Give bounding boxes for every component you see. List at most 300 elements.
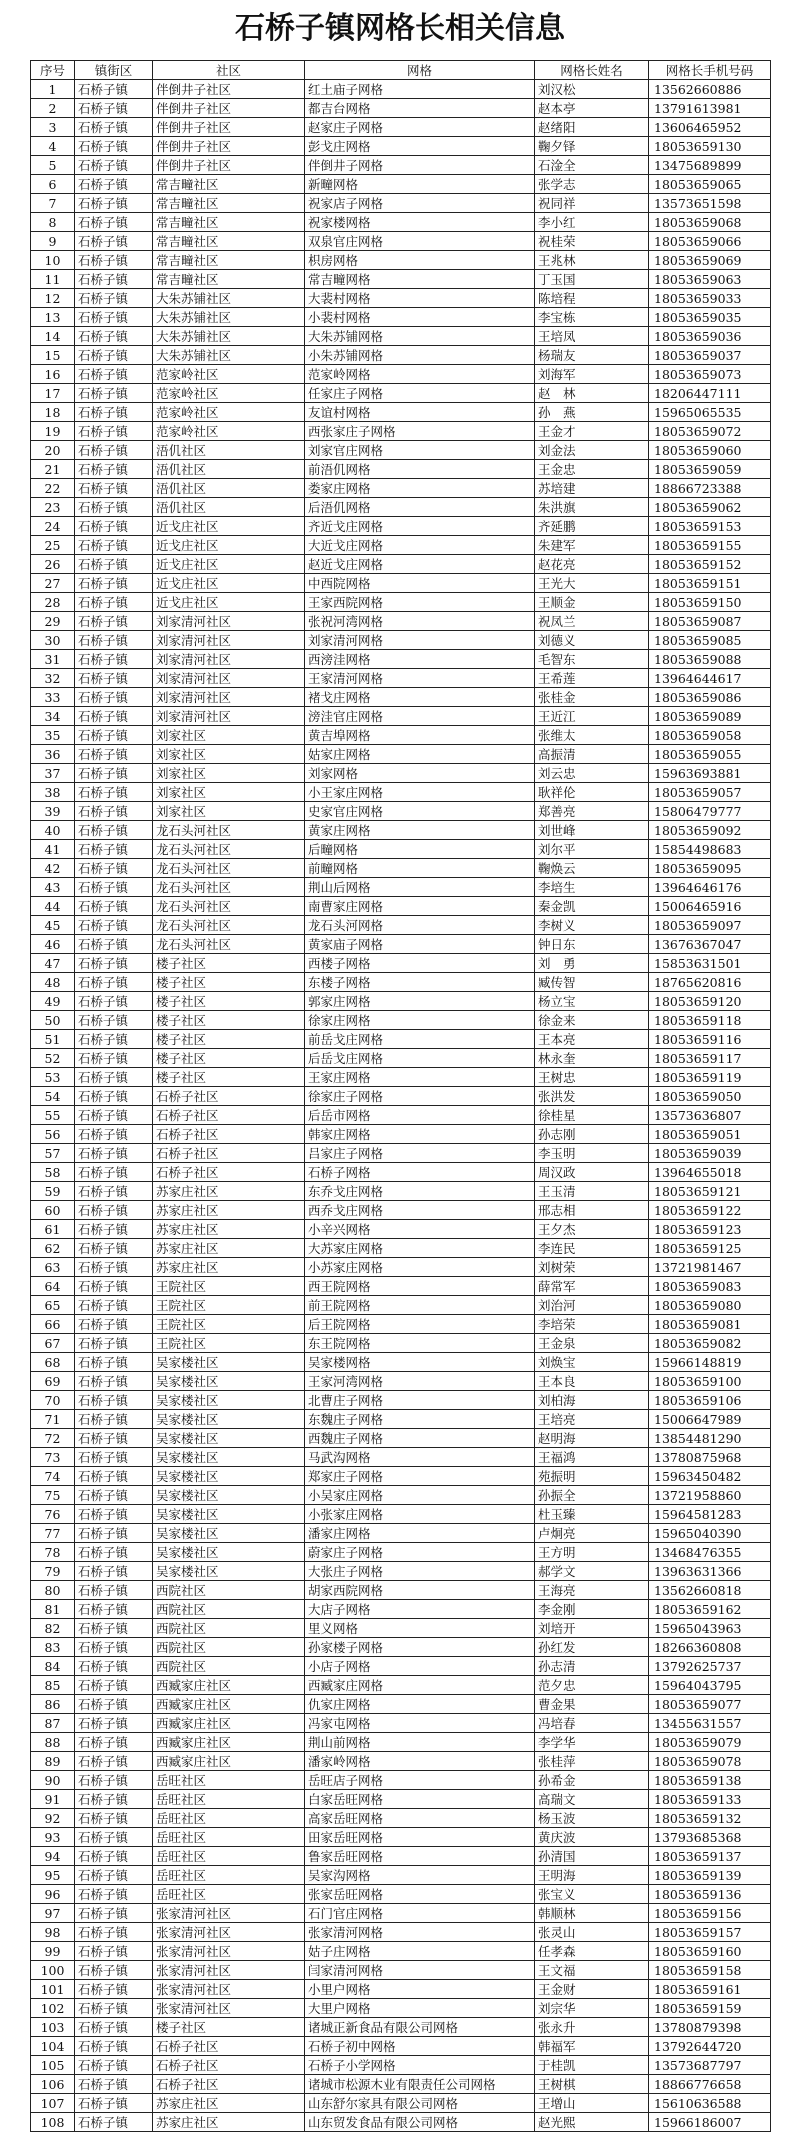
cell-leader-name: 石淦全 [535,156,649,175]
cell-leader-name: 孙 燕 [535,403,649,422]
cell-index: 73 [31,1448,75,1467]
cell-grid: 西张家庄子网格 [305,422,535,441]
cell-leader-name: 钟日东 [535,935,649,954]
cell-leader-name: 朱建军 [535,536,649,555]
cell-town: 石桥子镇 [75,175,153,194]
cell-town: 石桥子镇 [75,2056,153,2075]
cell-town: 石桥子镇 [75,194,153,213]
cell-leader-name: 王近江 [535,707,649,726]
cell-index: 65 [31,1296,75,1315]
cell-community: 石桥子社区 [153,1087,305,1106]
cell-leader-name: 刘柏海 [535,1391,649,1410]
cell-community: 西臧家庄社区 [153,1752,305,1771]
cell-grid: 刘家清河网格 [305,631,535,650]
cell-grid: 双泉官庄网格 [305,232,535,251]
cell-town: 石桥子镇 [75,270,153,289]
grid-leader-table [30,60,771,2132]
cell-index: 17 [31,384,75,403]
cell-phone: 18053659033 [649,289,771,308]
cell-index: 69 [31,1372,75,1391]
cell-town: 石桥子镇 [75,118,153,137]
cell-index: 18 [31,403,75,422]
cell-town: 石桥子镇 [75,1087,153,1106]
table-row [31,1581,771,1600]
cell-town: 石桥子镇 [75,1790,153,1809]
cell-index: 32 [31,669,75,688]
cell-community: 大朱苏铺社区 [153,308,305,327]
cell-leader-name: 孙振全 [535,1486,649,1505]
cell-grid: 新疃网格 [305,175,535,194]
cell-grid: 红土庙子网格 [305,80,535,99]
table-row [31,897,771,916]
cell-phone: 18053659106 [649,1391,771,1410]
cell-leader-name: 孙志刚 [535,1125,649,1144]
cell-grid: 郭家庄网格 [305,992,535,1011]
cell-phone: 15006465916 [649,897,771,916]
cell-phone: 13573636807 [649,1106,771,1125]
cell-grid: 大朱苏铺网格 [305,327,535,346]
cell-index: 40 [31,821,75,840]
cell-phone: 18053659083 [649,1277,771,1296]
cell-index: 6 [31,175,75,194]
cell-index: 7 [31,194,75,213]
table-row [31,1277,771,1296]
cell-phone: 13963631366 [649,1562,771,1581]
cell-phone: 18053659123 [649,1220,771,1239]
cell-phone: 18053659159 [649,1999,771,2018]
cell-town: 石桥子镇 [75,669,153,688]
cell-town: 石桥子镇 [75,498,153,517]
cell-community: 刘家社区 [153,802,305,821]
cell-town: 石桥子镇 [75,859,153,878]
cell-index: 2 [31,99,75,118]
cell-index: 76 [31,1505,75,1524]
cell-grid: 潘家岭网格 [305,1752,535,1771]
cell-grid: 徐家庄子网格 [305,1087,535,1106]
cell-index: 95 [31,1866,75,1885]
cell-phone: 18053659088 [649,650,771,669]
cell-town: 石桥子镇 [75,1277,153,1296]
cell-phone: 13780875968 [649,1448,771,1467]
table-row [31,308,771,327]
cell-phone: 15966148819 [649,1353,771,1372]
cell-grid: 山东贸发食品有限公司网格 [305,2113,535,2132]
cell-community: 楼子社区 [153,954,305,973]
cell-phone: 13791613981 [649,99,771,118]
cell-index: 52 [31,1049,75,1068]
table-row [31,1429,771,1448]
cell-index: 80 [31,1581,75,1600]
cell-phone: 15806479777 [649,802,771,821]
cell-town: 石桥子镇 [75,1030,153,1049]
table-row [31,1410,771,1429]
cell-town: 石桥子镇 [75,1163,153,1182]
cell-index: 56 [31,1125,75,1144]
cell-phone: 18053659055 [649,745,771,764]
table-row [31,650,771,669]
cell-index: 28 [31,593,75,612]
cell-town: 石桥子镇 [75,650,153,669]
cell-town: 石桥子镇 [75,783,153,802]
cell-community: 伴倒井子社区 [153,118,305,137]
table-row [31,536,771,555]
col-header-town: 镇街区 [75,61,153,80]
cell-index: 13 [31,308,75,327]
cell-community: 范家岭社区 [153,403,305,422]
table-row [31,1296,771,1315]
cell-leader-name: 冯培春 [535,1714,649,1733]
cell-community: 西院社区 [153,1600,305,1619]
cell-community: 石桥子社区 [153,1163,305,1182]
cell-leader-name: 徐金来 [535,1011,649,1030]
cell-grid: 大裴村网格 [305,289,535,308]
cell-town: 石桥子镇 [75,954,153,973]
table-row [31,916,771,935]
cell-leader-name: 齐延鹏 [535,517,649,536]
cell-phone: 18053659085 [649,631,771,650]
cell-phone: 18053659136 [649,1885,771,1904]
cell-phone: 18206447111 [649,384,771,403]
cell-town: 石桥子镇 [75,840,153,859]
cell-leader-name: 苏培建 [535,479,649,498]
cell-index: 101 [31,1980,75,1999]
cell-grid: 友谊村网格 [305,403,535,422]
cell-leader-name: 杜玉臻 [535,1505,649,1524]
cell-community: 刘家社区 [153,745,305,764]
table-row [31,1885,771,1904]
cell-community: 常吉疃社区 [153,175,305,194]
cell-grid: 蔚家庄子网格 [305,1543,535,1562]
cell-leader-name: 杨玉波 [535,1809,649,1828]
table-row [31,1980,771,1999]
cell-phone: 13854481290 [649,1429,771,1448]
cell-town: 石桥子镇 [75,1410,153,1429]
cell-town: 石桥子镇 [75,878,153,897]
table-row [31,1087,771,1106]
cell-phone: 18266360808 [649,1638,771,1657]
cell-leader-name: 王明海 [535,1866,649,1885]
cell-index: 83 [31,1638,75,1657]
cell-phone: 18053659062 [649,498,771,517]
cell-index: 81 [31,1600,75,1619]
cell-index: 30 [31,631,75,650]
cell-leader-name: 刘德义 [535,631,649,650]
cell-community: 楼子社区 [153,973,305,992]
cell-phone: 18053659157 [649,1923,771,1942]
cell-town: 石桥子镇 [75,1885,153,1904]
cell-phone: 15965040390 [649,1524,771,1543]
cell-community: 刘家清河社区 [153,688,305,707]
table-row [31,1961,771,1980]
cell-community: 刘家社区 [153,783,305,802]
cell-index: 5 [31,156,75,175]
cell-grid: 后岳戈庄网格 [305,1049,535,1068]
cell-index: 60 [31,1201,75,1220]
cell-town: 石桥子镇 [75,1714,153,1733]
cell-town: 石桥子镇 [75,1657,153,1676]
table-row [31,1239,771,1258]
cell-grid: 石桥子网格 [305,1163,535,1182]
cell-grid: 前浯仉网格 [305,460,535,479]
cell-town: 石桥子镇 [75,1372,153,1391]
cell-leader-name: 刘海军 [535,365,649,384]
cell-grid: 王家庄网格 [305,1068,535,1087]
cell-grid: 小店子网格 [305,1657,535,1676]
cell-leader-name: 范夕忠 [535,1676,649,1695]
table-row [31,1163,771,1182]
cell-community: 浯仉社区 [153,498,305,517]
cell-town: 石桥子镇 [75,346,153,365]
cell-leader-name: 李金刚 [535,1600,649,1619]
cell-town: 石桥子镇 [75,2094,153,2113]
cell-town: 石桥子镇 [75,1353,153,1372]
cell-phone: 18053659120 [649,992,771,1011]
cell-community: 近戈庄社区 [153,574,305,593]
table-row [31,1695,771,1714]
cell-grid: 王家河湾网格 [305,1372,535,1391]
table-row [31,1543,771,1562]
cell-phone: 18053659132 [649,1809,771,1828]
cell-community: 苏家庄社区 [153,1258,305,1277]
cell-community: 吴家楼社区 [153,1486,305,1505]
cell-phone: 13721958860 [649,1486,771,1505]
cell-grid: 大店子网格 [305,1600,535,1619]
cell-phone: 15964581283 [649,1505,771,1524]
cell-phone: 18866776658 [649,2075,771,2094]
cell-community: 吴家楼社区 [153,1467,305,1486]
table-row [31,707,771,726]
cell-phone: 18053659082 [649,1334,771,1353]
cell-phone: 18053659081 [649,1315,771,1334]
table-row [31,1676,771,1695]
cell-community: 岳旺社区 [153,1847,305,1866]
cell-grid: 北曹庄子网格 [305,1391,535,1410]
table-row [31,878,771,897]
cell-leader-name: 林永奎 [535,1049,649,1068]
table-row [31,118,771,137]
cell-leader-name: 韩福军 [535,2037,649,2056]
cell-community: 龙石头河社区 [153,897,305,916]
table-row [31,1714,771,1733]
cell-index: 64 [31,1277,75,1296]
cell-leader-name: 王希莲 [535,669,649,688]
table-row [31,460,771,479]
table-row [31,1448,771,1467]
cell-grid: 白家岳旺网格 [305,1790,535,1809]
cell-community: 刘家社区 [153,726,305,745]
cell-index: 58 [31,1163,75,1182]
cell-index: 106 [31,2075,75,2094]
table-row [31,156,771,175]
cell-leader-name: 任孝森 [535,1942,649,1961]
cell-leader-name: 徐桂星 [535,1106,649,1125]
table-row [31,859,771,878]
cell-grid: 史家官庄网格 [305,802,535,821]
table-row [31,1657,771,1676]
cell-community: 岳旺社区 [153,1790,305,1809]
cell-leader-name: 曹金果 [535,1695,649,1714]
cell-town: 石桥子镇 [75,612,153,631]
cell-index: 14 [31,327,75,346]
cell-grid: 荆山后网格 [305,878,535,897]
cell-grid: 大近戈庄网格 [305,536,535,555]
cell-phone: 18053659065 [649,175,771,194]
cell-phone: 13964655018 [649,1163,771,1182]
cell-town: 石桥子镇 [75,1904,153,1923]
table-row [31,1752,771,1771]
cell-community: 楼子社区 [153,2018,305,2037]
cell-leader-name: 王海亮 [535,1581,649,1600]
cell-grid: 荆山前网格 [305,1733,535,1752]
cell-index: 26 [31,555,75,574]
cell-leader-name: 王培凤 [535,327,649,346]
cell-index: 21 [31,460,75,479]
cell-index: 48 [31,973,75,992]
cell-index: 31 [31,650,75,669]
cell-phone: 18053659079 [649,1733,771,1752]
table-row [31,270,771,289]
cell-grid: 王家西院网格 [305,593,535,612]
table-row [31,403,771,422]
cell-leader-name: 郝学文 [535,1562,649,1581]
cell-town: 石桥子镇 [75,821,153,840]
table-row [31,1828,771,1847]
cell-leader-name: 臧传智 [535,973,649,992]
cell-phone: 18053659078 [649,1752,771,1771]
cell-grid: 里义网格 [305,1619,535,1638]
cell-town: 石桥子镇 [75,1049,153,1068]
cell-phone: 18053659151 [649,574,771,593]
cell-grid: 石门官庄网格 [305,1904,535,1923]
cell-community: 王院社区 [153,1277,305,1296]
cell-town: 石桥子镇 [75,1239,153,1258]
cell-phone: 15006647989 [649,1410,771,1429]
table-row [31,954,771,973]
cell-index: 87 [31,1714,75,1733]
table-row [31,1334,771,1353]
table-row [31,973,771,992]
table-row [31,1144,771,1163]
header-row [31,61,771,80]
cell-grid: 山东舒尔家具有限公司网格 [305,2094,535,2113]
cell-grid: 郑家庄子网格 [305,1467,535,1486]
cell-leader-name: 张桂金 [535,688,649,707]
cell-index: 86 [31,1695,75,1714]
cell-leader-name: 李树义 [535,916,649,935]
cell-leader-name: 毛智东 [535,650,649,669]
table-row [31,840,771,859]
cell-leader-name: 李连民 [535,1239,649,1258]
cell-community: 楼子社区 [153,1011,305,1030]
cell-index: 35 [31,726,75,745]
cell-phone: 18053659153 [649,517,771,536]
cell-community: 岳旺社区 [153,1866,305,1885]
cell-community: 西院社区 [153,1657,305,1676]
cell-leader-name: 刘树荣 [535,1258,649,1277]
cell-phone: 18053659156 [649,1904,771,1923]
cell-leader-name: 张灵山 [535,1923,649,1942]
table-row [31,194,771,213]
cell-grid: 西王院网格 [305,1277,535,1296]
cell-leader-name: 刘金法 [535,441,649,460]
cell-leader-name: 刘治河 [535,1296,649,1315]
cell-grid: 赵近戈庄网格 [305,555,535,574]
table-row [31,2056,771,2075]
cell-phone: 13562660886 [649,80,771,99]
cell-town: 石桥子镇 [75,1125,153,1144]
cell-index: 72 [31,1429,75,1448]
cell-town: 石桥子镇 [75,1619,153,1638]
table-row [31,80,771,99]
cell-town: 石桥子镇 [75,460,153,479]
cell-grid: 大里户网格 [305,1999,535,2018]
cell-town: 石桥子镇 [75,726,153,745]
cell-community: 西臧家庄社区 [153,1733,305,1752]
table-row [31,1372,771,1391]
cell-community: 龙石头河社区 [153,935,305,954]
cell-phone: 13964646176 [649,878,771,897]
col-header-phone: 网格长手机号码 [649,61,771,80]
table-row [31,2113,771,2132]
cell-grid: 西楼子网格 [305,954,535,973]
cell-grid: 石桥子小学网格 [305,2056,535,2075]
cell-grid: 马武沟网格 [305,1448,535,1467]
cell-phone: 18053659066 [649,232,771,251]
cell-leader-name: 王玉清 [535,1182,649,1201]
cell-index: 85 [31,1676,75,1695]
cell-index: 44 [31,897,75,916]
col-header-index: 序号 [31,61,75,80]
cell-town: 石桥子镇 [75,365,153,384]
cell-leader-name: 周汉政 [535,1163,649,1182]
cell-index: 24 [31,517,75,536]
table-row [31,1486,771,1505]
cell-town: 石桥子镇 [75,1847,153,1866]
cell-grid: 后岳市网格 [305,1106,535,1125]
table-row [31,137,771,156]
cell-community: 西臧家庄社区 [153,1676,305,1695]
cell-phone: 13475689899 [649,156,771,175]
cell-community: 苏家庄社区 [153,2113,305,2132]
cell-grid: 任家庄子网格 [305,384,535,403]
cell-phone: 18053659039 [649,1144,771,1163]
cell-phone: 13573651598 [649,194,771,213]
cell-town: 石桥子镇 [75,1733,153,1752]
cell-town: 石桥子镇 [75,1334,153,1353]
cell-phone: 18053659119 [649,1068,771,1087]
cell-community: 张家清河社区 [153,1923,305,1942]
cell-community: 吴家楼社区 [153,1353,305,1372]
cell-community: 苏家庄社区 [153,1239,305,1258]
cell-phone: 13676367047 [649,935,771,954]
cell-community: 大朱苏铺社区 [153,327,305,346]
cell-grid: 仇家庄网格 [305,1695,535,1714]
cell-town: 石桥子镇 [75,1695,153,1714]
cell-phone: 18053659125 [649,1239,771,1258]
cell-community: 张家清河社区 [153,1980,305,1999]
cell-leader-name: 杨立宝 [535,992,649,1011]
table-row [31,1790,771,1809]
cell-leader-name: 刘尔平 [535,840,649,859]
table-row [31,1847,771,1866]
table-row [31,1125,771,1144]
cell-grid: 高家岳旺网格 [305,1809,535,1828]
cell-town: 石桥子镇 [75,2075,153,2094]
cell-grid: 吕家庄子网格 [305,1144,535,1163]
cell-community: 苏家庄社区 [153,1182,305,1201]
cell-grid: 伴倒井子网格 [305,156,535,175]
cell-grid: 田家岳旺网格 [305,1828,535,1847]
